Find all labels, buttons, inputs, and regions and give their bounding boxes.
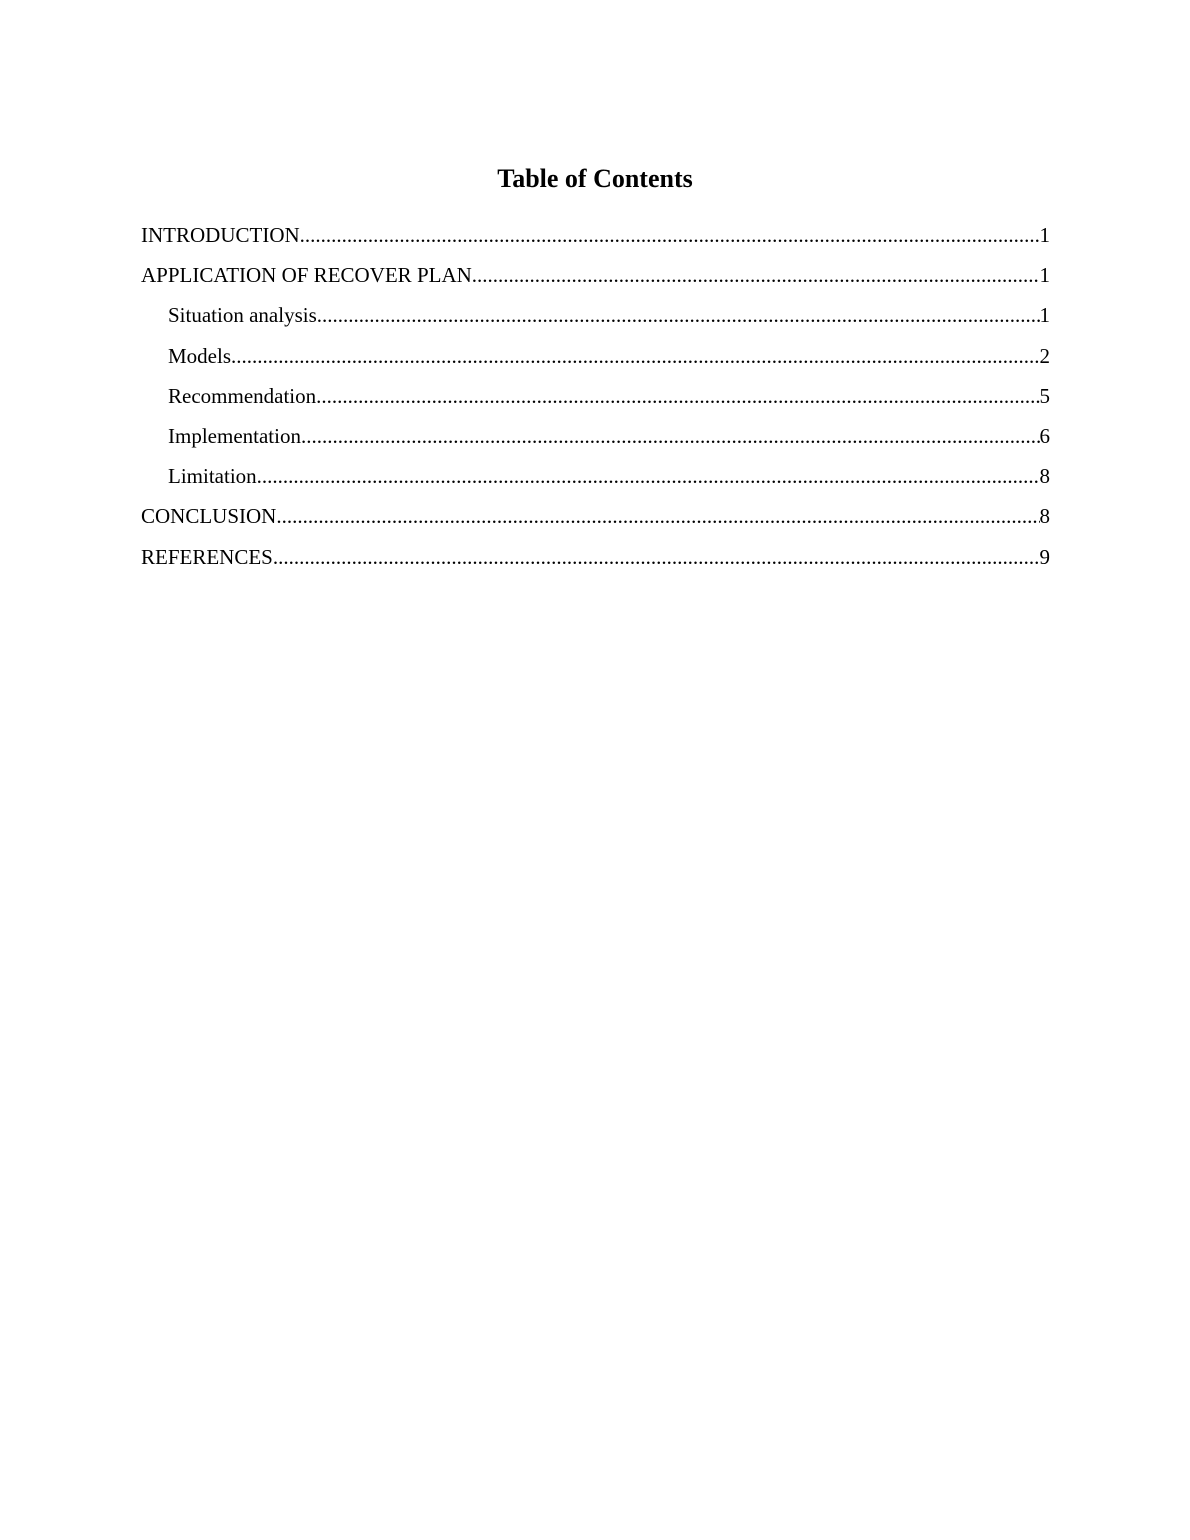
- toc-dot-leader: [317, 300, 1040, 330]
- toc-dot-leader: [316, 381, 1039, 411]
- toc-dot-leader: [300, 220, 1040, 250]
- toc-page-number: 1: [1039, 303, 1050, 328]
- toc-dot-leader: [273, 542, 1040, 572]
- toc-dot-leader: [257, 461, 1040, 491]
- toc-dot-leader: [472, 260, 1040, 290]
- page-title: Table of Contents: [497, 164, 693, 193]
- toc-entry-situation-analysis[interactable]: [141, 300, 1050, 340]
- toc-page-number: 5: [1039, 383, 1050, 408]
- toc-page-number: 8: [1039, 464, 1050, 489]
- toc-entry-label: Implementation: [168, 423, 301, 448]
- toc-entry-label: INTRODUCTION: [141, 223, 300, 247]
- toc-page-number: 1: [1039, 223, 1050, 247]
- toc-entry-models[interactable]: [141, 341, 1050, 381]
- toc-entry-conclusion[interactable]: [141, 501, 1050, 541]
- toc-entry-label: REFERENCES: [141, 544, 273, 569]
- toc-dot-leader: [301, 421, 1040, 451]
- toc-entry-introduction[interactable]: [141, 220, 1050, 260]
- toc-page-number: 1: [1039, 263, 1050, 288]
- toc-page-number: 6: [1039, 423, 1050, 448]
- toc-entry-limitation[interactable]: [141, 461, 1050, 501]
- toc-entry-label: CONCLUSION: [141, 504, 277, 529]
- toc-page-number: 2: [1039, 343, 1050, 368]
- toc-entry-implementation[interactable]: [141, 421, 1050, 461]
- toc-page-number: 8: [1039, 504, 1050, 529]
- toc-list: [141, 220, 1050, 582]
- toc-entry-label: Limitation: [168, 464, 257, 489]
- toc-entry-label: APPLICATION OF RECOVER PLAN: [141, 263, 472, 288]
- toc-dot-leader: [276, 501, 1039, 531]
- toc-entry-references[interactable]: [141, 542, 1050, 582]
- toc-entry-application-of-recover-plan[interactable]: [141, 260, 1050, 300]
- toc-entry-label: Recommendation: [168, 383, 317, 408]
- toc-entry-recommendation[interactable]: [141, 381, 1050, 421]
- toc-dot-leader: [231, 341, 1040, 371]
- toc-entry-label: Models: [168, 343, 231, 368]
- toc-page-number: 9: [1039, 544, 1050, 569]
- toc-entry-label: Situation analysis: [168, 303, 317, 328]
